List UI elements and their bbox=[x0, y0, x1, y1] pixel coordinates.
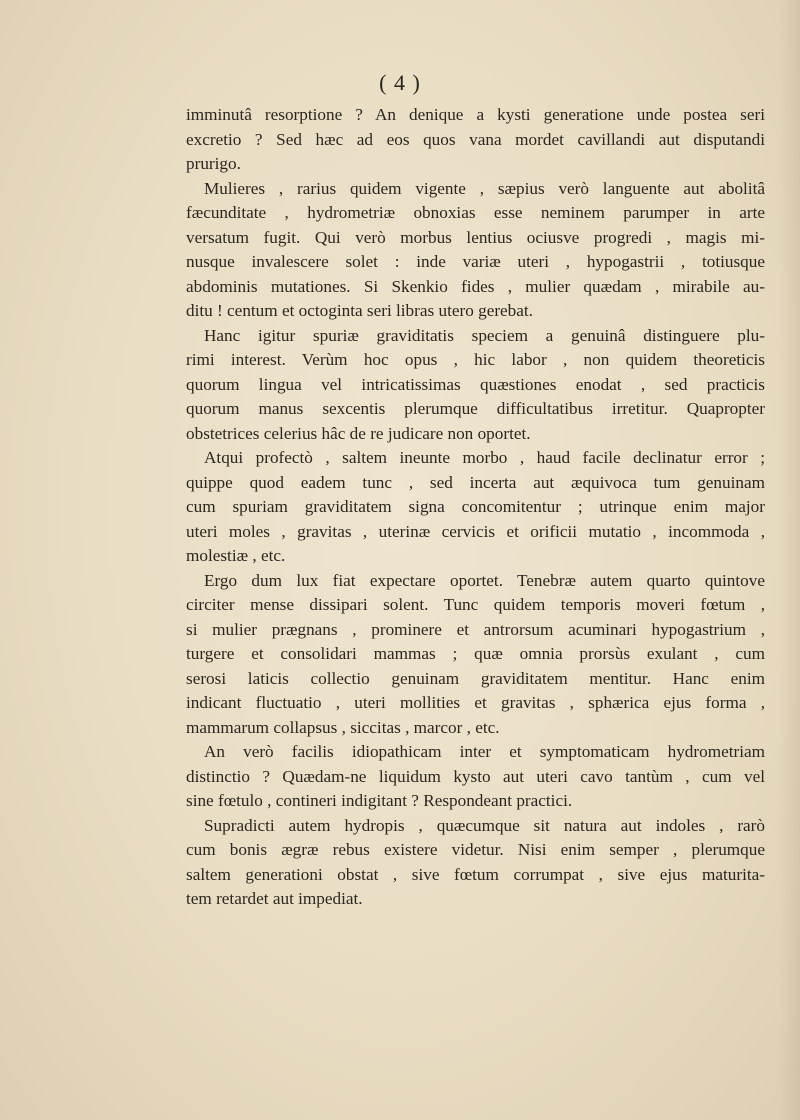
text-line: turgere et consolidari mammas ; quæ omnia prorsùs exulant , cum bbox=[186, 644, 765, 663]
text-line: Supradicti autem hydropis , quæcumque sit natura aut indoles , rarò bbox=[204, 815, 765, 835]
body-text bbox=[186, 103, 765, 912]
page-number: ( 4 ) bbox=[379, 70, 421, 95]
text-line: excretio ? Sed hæc ad eos quos vana mordet cavillandi aut disputandi bbox=[186, 129, 765, 149]
text-line: saltem generationi obstat , sive fœtum corrumpat , sive ejus maturita- bbox=[186, 864, 765, 884]
paragraph bbox=[186, 740, 765, 814]
text-line: mammarum collapsus , siccitas , marcor , etc. bbox=[186, 717, 500, 737]
text-line: indicant fluctuatio , uteri mollities et gravitas , sphærica ejus forma , bbox=[186, 693, 765, 712]
text-line: Atqui profectò , saltem ineunte morbo , haud facile declinatur error ; bbox=[204, 448, 765, 467]
text-line: quorum lingua vel intricatissimas quæstiones enodat , sed practicis bbox=[186, 374, 765, 394]
paragraph bbox=[186, 177, 765, 324]
text-line: quippe quod eadem tunc , sed incerta aut æquivoca tum genuinam bbox=[186, 472, 765, 492]
paragraph bbox=[186, 324, 765, 447]
text-line: rimi interest. Verùm hoc opus , hic labor , non quidem theoreticis bbox=[186, 350, 765, 369]
text-line: tem retardet aut impediat. bbox=[186, 889, 363, 908]
text-line: cum bonis ægræ rebus existere videtur. Nisi enim semper , plerumque bbox=[186, 840, 765, 859]
text-line: fæcunditate , hydrometriæ obnoxias esse neminem parumper in arte bbox=[186, 203, 765, 222]
page-edge-shadow bbox=[778, 0, 800, 1120]
text-line: ditu ! centum et octoginta seri libras utero gerebat. bbox=[186, 301, 533, 320]
text-line: Mulieres , rarius quidem vigente , sæpius verò languente aut abolitâ bbox=[204, 178, 765, 198]
text-line: molestiæ , etc. bbox=[186, 546, 286, 565]
text-line: An verò facilis idiopathicam inter et symptomaticam hydrometriam bbox=[204, 742, 765, 761]
text-line: Ergo dum lux fiat expectare oportet. Tenebræ autem quarto quintove bbox=[204, 570, 765, 590]
text-line: distinctio ? Quædam-ne liquidum kysto aut uteri cavo tantùm , cum vel bbox=[186, 766, 765, 786]
text-line: uteri moles , gravitas , uterinæ cervicis et orificii mutatio , incommoda , bbox=[186, 521, 765, 541]
text-line: sine fœtulo , contineri indigitant ? Respondeant practici. bbox=[186, 791, 573, 810]
paragraph bbox=[186, 446, 765, 569]
text-line: serosi laticis collectio genuinam graviditatem mentitur. Hanc enim bbox=[186, 668, 765, 688]
paragraph bbox=[186, 103, 765, 177]
text-line: Hanc igitur spuriæ graviditatis speciem a genuinâ distinguere plu- bbox=[204, 325, 765, 345]
text-line: quorum manus sexcentis plerumque difficultatibus irretitur. Quapropter bbox=[186, 399, 765, 418]
text-line: prurigo. bbox=[186, 154, 241, 173]
text-line: obstetrices celerius hâc de re judicare non oportet. bbox=[186, 423, 531, 443]
text-line: circiter mense dissipari solent. Tunc quidem temporis moveri fœtum , bbox=[186, 595, 765, 614]
text-line: nusque invalescere solet : inde variæ uteri , hypogastrii , totiusque bbox=[186, 252, 765, 271]
text-line: abdominis mutationes. Si Skenkio fides , mulier quædam , mirabile au- bbox=[186, 276, 765, 296]
text-line: cum spuriam graviditatem signa concomitentur ; utrinque enim major bbox=[186, 497, 765, 516]
text-line: si mulier prægnans , prominere et antrorsum acuminari hypogastrium , bbox=[186, 619, 765, 639]
paragraph bbox=[186, 814, 765, 912]
text-line: versatum fugit. Qui verò morbus lentius ociusve progredi , magis mi- bbox=[186, 227, 765, 247]
paragraph bbox=[186, 569, 765, 741]
text-line: imminutâ resorptione ? An denique a kysti generatione unde postea seri bbox=[186, 105, 765, 124]
